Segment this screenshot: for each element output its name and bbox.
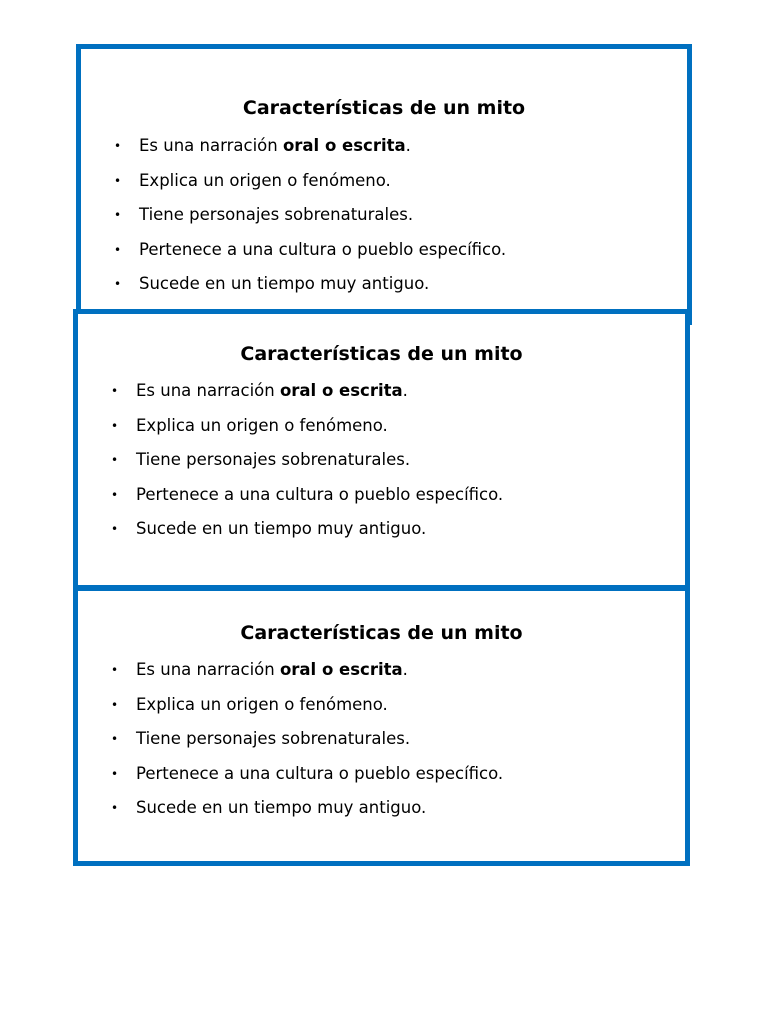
list-item	[81, 170, 687, 205]
list-item	[78, 694, 685, 729]
item-text: Pertenece a una cultura o pueblo específico.	[136, 763, 504, 783]
item-text: Sucede en un tiempo muy antiguo.	[136, 519, 427, 538]
bullet-icon: •	[111, 487, 119, 502]
bullet-icon: •	[111, 453, 119, 467]
item-text: Tiene personajes sobrenaturales.	[139, 205, 414, 224]
item-text: Pertenece a una cultura o pueblo específico.	[139, 239, 507, 259]
item-bold-text: oral o escrita	[279, 660, 403, 679]
item-suffix: .	[402, 660, 408, 679]
bullet-icon: •	[114, 173, 122, 188]
item-bold-text: oral o escrita	[279, 381, 403, 400]
bullet-icon: •	[114, 242, 122, 257]
list-item	[78, 415, 685, 450]
card-title: Características de un mito	[242, 97, 526, 119]
bullet-icon: •	[111, 663, 119, 677]
bullet-icon: •	[111, 418, 119, 433]
bullet-icon: •	[111, 732, 119, 746]
bullet-icon: •	[111, 766, 119, 781]
list-item	[81, 204, 687, 239]
card-title: Características de un mito	[240, 622, 523, 644]
bullet-icon: •	[111, 384, 119, 398]
bullet-icon: •	[114, 139, 122, 153]
item-text: Es una narración	[136, 381, 280, 400]
list-item	[81, 135, 687, 170]
item-text: Explica un origen o fenómeno.	[136, 415, 388, 435]
item-suffix: .	[405, 136, 411, 155]
item-text: Sucede en un tiempo muy antiguo.	[139, 274, 430, 293]
list-item	[78, 797, 685, 832]
item-text: Es una narración	[139, 136, 283, 155]
card-title: Características de un mito	[240, 343, 523, 365]
bullet-icon: •	[111, 697, 119, 712]
bullet-icon: •	[111, 801, 119, 815]
item-text: Sucede en un tiempo muy antiguo.	[136, 798, 427, 817]
list-item	[78, 484, 685, 519]
characteristics-list	[78, 380, 685, 553]
myth-card-3	[73, 586, 690, 866]
characteristics-list	[78, 659, 685, 832]
list-item	[81, 273, 687, 308]
list-item	[78, 449, 685, 484]
list-item	[81, 239, 687, 274]
item-suffix: .	[402, 381, 408, 400]
item-text: Explica un origen o fenómeno.	[139, 170, 391, 190]
myth-card-1	[76, 44, 692, 325]
list-item	[78, 518, 685, 553]
bullet-icon: •	[114, 208, 122, 222]
myth-card-2	[73, 309, 690, 590]
list-item	[78, 728, 685, 763]
list-item	[78, 380, 685, 415]
bullet-icon: •	[114, 277, 122, 291]
item-text: Explica un origen o fenómeno.	[136, 694, 388, 714]
item-text: Tiene personajes sobrenaturales.	[136, 450, 411, 469]
item-text: Tiene personajes sobrenaturales.	[136, 729, 411, 748]
bullet-icon: •	[111, 522, 119, 536]
list-item	[78, 763, 685, 798]
list-item	[78, 659, 685, 694]
characteristics-list	[81, 135, 687, 308]
item-text: Pertenece a una cultura o pueblo específico.	[136, 484, 504, 504]
item-text: Es una narración	[136, 660, 280, 679]
item-bold-text: oral o escrita	[282, 136, 406, 155]
